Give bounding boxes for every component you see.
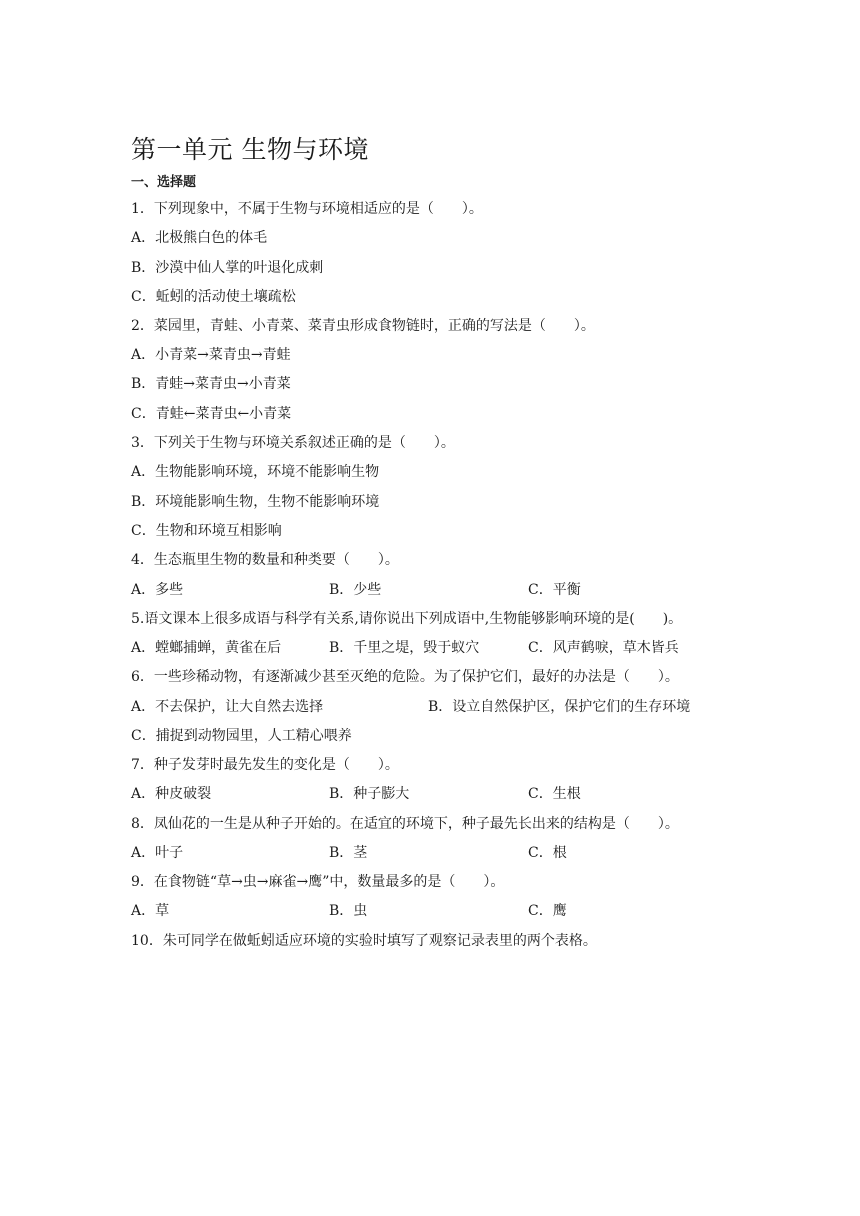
option-c: C．生根 xyxy=(528,786,581,802)
question-stem: 1．下列现象中，不属于生物与环境相适应的是（ ）。 xyxy=(131,201,483,217)
option-c: C．平衡 xyxy=(528,582,581,598)
option-b: B．虫 xyxy=(329,903,368,919)
question-stem: 2．菜园里，青蛙、小青菜、菜青虫形成食物链时，正确的写法是（ ）。 xyxy=(131,318,595,334)
option-b: B．少些 xyxy=(329,582,382,598)
option-b: B．茎 xyxy=(329,845,368,861)
question-stem: 5.语文课本上很多成语与科学有关系,请你说出下列成语中,生物能够影响环境的是( )。 xyxy=(131,611,683,627)
option-a: A．叶子 xyxy=(131,845,184,861)
option-b: B．种子膨大 xyxy=(329,786,410,802)
question-stem: 3．下列关于生物与环境关系叙述正确的是（ ）。 xyxy=(131,435,455,451)
option-c: C．鹰 xyxy=(528,903,567,919)
option-a: A．北极熊白色的体毛 xyxy=(131,230,268,246)
option-c: C．根 xyxy=(528,845,567,861)
option-b: B．千里之堤，毁于蚁穴 xyxy=(329,640,480,656)
question-stem: 4．生态瓶里生物的数量和种类要（ ）。 xyxy=(131,552,399,568)
option-b: B．环境能影响生物，生物不能影响环境 xyxy=(131,494,380,510)
question-stem: 10．朱可同学在做蚯蚓适应环境的实验时填写了观察记录表里的两个表格。 xyxy=(131,933,597,949)
section-heading: 一、选择题 xyxy=(131,175,197,190)
option-c: C．捕捉到动物园里，人工精心喂养 xyxy=(131,728,352,744)
question-stem: 6．一些珍稀动物，有逐渐减少甚至灭绝的危险。为了保护它们，最好的办法是（ ）。 xyxy=(131,669,679,685)
option-a: A．草 xyxy=(131,903,170,919)
option-a: A．种皮破裂 xyxy=(131,786,212,802)
question-stem: 7．种子发芽时最先发生的变化是（ ）。 xyxy=(131,757,399,773)
option-a: A．小青菜→菜青虫→青蛙 xyxy=(131,347,291,363)
page-title: 第一单元 生物与环境 xyxy=(131,135,369,164)
option-b: B．沙漠中仙人掌的叶退化成刺 xyxy=(131,260,324,276)
option-c: C．生物和环境互相影响 xyxy=(131,523,282,539)
option-a: A．生物能影响环境，环境不能影响生物 xyxy=(131,464,380,480)
option-c: C．蚯蚓的活动使土壤疏松 xyxy=(131,289,296,305)
option-c: C．青蛙←菜青虫←小青菜 xyxy=(131,406,292,422)
option-a: A．螳螂捕蝉，黄雀在后 xyxy=(131,640,282,656)
option-a: A．不去保护，让大自然去选择 xyxy=(131,699,324,715)
question-stem: 8．凤仙花的一生是从种子开始的。在适宜的环境下，种子最先长出来的结构是（ ）。 xyxy=(131,816,679,832)
question-stem: 9．在食物链“草→虫→麻雀→鹰”中，数量最多的是（ ）。 xyxy=(131,874,505,890)
option-b: B．设立自然保护区，保护它们的生存环境 xyxy=(428,699,691,715)
option-a: A．多些 xyxy=(131,582,184,598)
option-b: B．青蛙→菜青虫→小青菜 xyxy=(131,376,291,392)
option-c: C．风声鹤唳，草木皆兵 xyxy=(528,640,679,656)
